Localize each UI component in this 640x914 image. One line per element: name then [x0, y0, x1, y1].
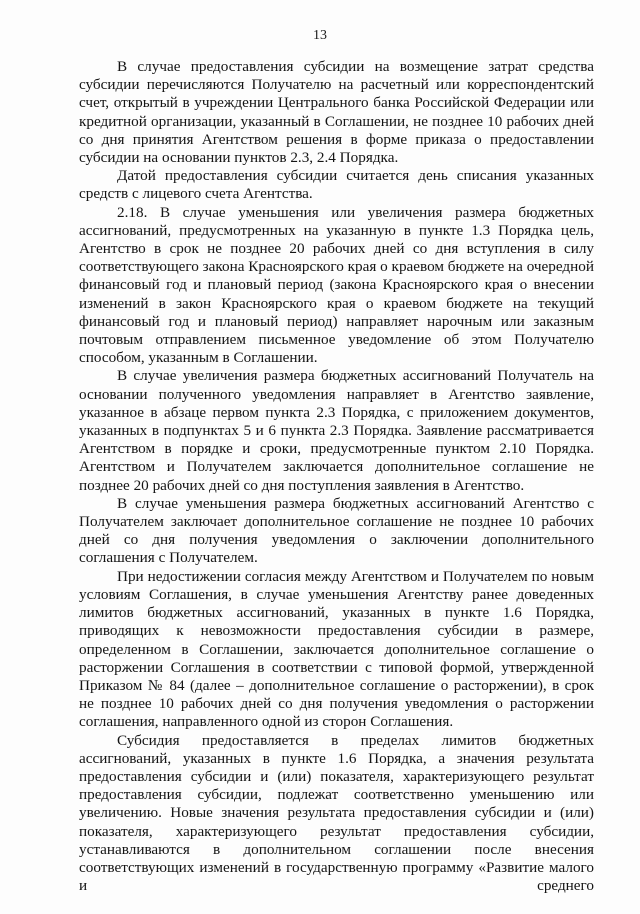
- page-number: 13: [313, 28, 327, 43]
- paragraph: В случае предоставления субсидии на возмещение затрат средства субсидии перечисляются Получателю на расчетный или корреспондентский счет, открытый в учреждении Центрального банка Российской Федерации или кредитной организации, указанный в Соглашении, не позднее 10 рабочих дней со дня принятия Агентством решения в форме приказа о предоставлении субсидии на основании пунктов 2.3, 2.4 Порядка.: [79, 58, 594, 167]
- paragraph: 2.18. В случае уменьшения или увеличения размера бюджетных ассигнований, предусмотренных на указанную в пункте 1.3 Порядка цель, Агентство в срок не позднее 20 рабочих дней со дня вступления в силу соответствующего закона Красноярского края о краевом бюджете на очередной финансовый год и плановый период (закона Красноярского края о внесении изменений в закон Красноярского края о краевом бюджете на текущий финансовый год и плановый период) направляет нарочным или заказным почтовым отправлением письменное уведомление об этом Получателю способом, указанным в Соглашении.: [79, 203, 594, 367]
- body-text: [79, 58, 594, 895]
- paragraph: При недостижении согласия между Агентством и Получателем по новым условиям Соглашения, в случае уменьшения Агентству ранее доведенных лимитов бюджетных ассигнований, указанных в пункте 1.6 Порядка, приводящих к невозможности предоставления субсидии в размере, определенном в Соглашении, заключается дополнительное соглашение о расторжении Соглашения в соответствии с типовой формой, утвержденной Приказом № 84 (далее – дополнительное соглашение о расторжении), в срок не позднее 10 рабочих дней со дня получения уведомления о расторжении соглашения, направленного одной из сторон Соглашения.: [79, 567, 594, 731]
- paragraph: В случае увеличения размера бюджетных ассигнований Получатель на основании полученного уведомления направляет в Агентство заявление, указанное в абзаце первом пункта 2.3 Порядка, с приложением документов, указанных в подпунктах 5 и 6 пункта 2.3 Порядка. Заявление рассматривается Агентством в порядке и сроки, предусмотренные пунктом 2.10 Порядка. Агентством и Получателем заключается дополнительное соглашение не позднее 20 рабочих дней со дня поступления заявления в Агентство.: [79, 367, 594, 494]
- paragraph: Датой предоставления субсидии считается день списания указанных средств с лицевого счета Агентства.: [79, 167, 594, 203]
- paragraph: В случае уменьшения размера бюджетных ассигнований Агентство с Получателем заключает дополнительное соглашение не позднее 10 рабочих дней со дня получения уведомления о заключении дополнительного соглашения с Получателем.: [79, 494, 594, 567]
- paragraph: Субсидия предоставляется в пределах лимитов бюджетных ассигнований, указанных в пункте 1.6 Порядка, а значения результата предоставления субсидии и (или) показателя, характеризующего результат предоставления субсидии, подлежат соответственно уменьшению или увеличению. Новые значения результата предоставления субсидии и (или) показателя, характеризующего результат предоставления субсидии, устанавливаются в дополнительном соглашении после внесения соответствующих изменений в государственную программу «Развитие малого и среднего: [79, 731, 594, 895]
